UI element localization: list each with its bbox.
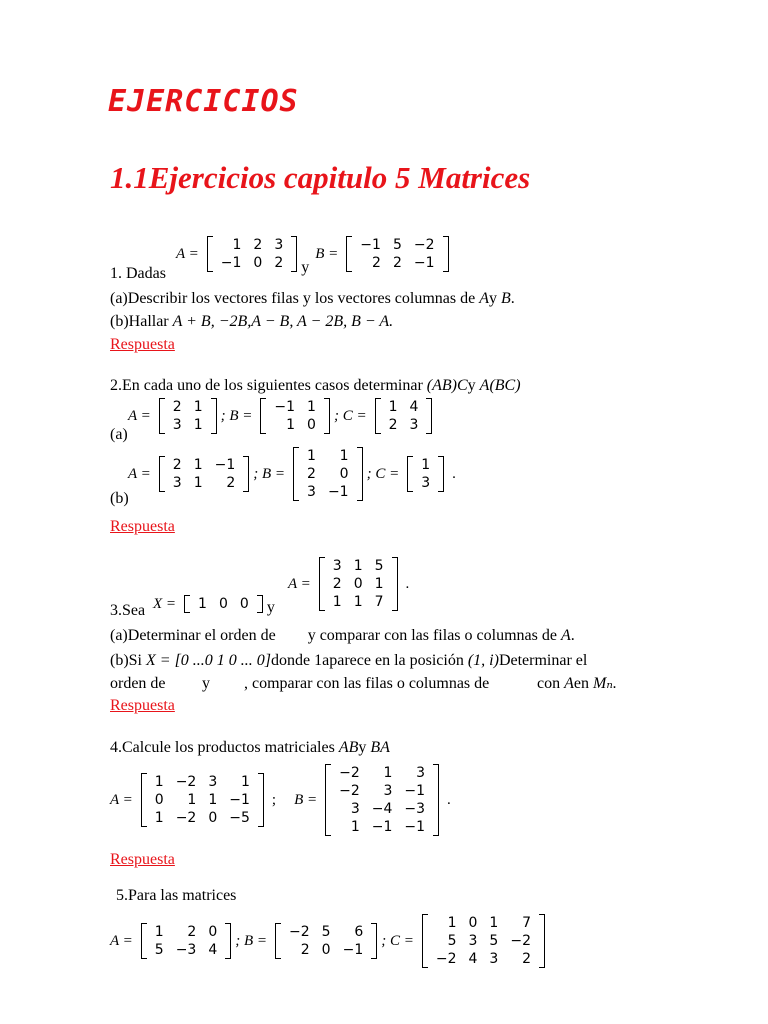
- text: Determinar el: [498, 652, 588, 669]
- matrix-cell: 1: [193, 475, 203, 491]
- matrix-table: [415, 456, 436, 492]
- label: A =: [128, 407, 151, 424]
- matrix-cell: 6: [354, 924, 364, 940]
- matrix-table: [383, 398, 425, 434]
- matrix-cell: 3: [172, 417, 182, 433]
- matrix-cell: 1: [332, 594, 342, 610]
- matrix-cell: −2: [175, 774, 197, 790]
- matrix-row: [430, 950, 537, 968]
- matrix: [141, 923, 231, 959]
- ex3-line-c1: orden de: [110, 675, 166, 692]
- matrix-cell: 1: [421, 457, 431, 473]
- matrix-table: [333, 764, 431, 836]
- label: ; B =: [235, 932, 268, 949]
- matrix-cell: 3: [274, 237, 284, 253]
- matrix-row: [167, 398, 209, 416]
- matrix-cell: 1: [383, 765, 393, 781]
- matrix-row: [301, 483, 355, 501]
- ex2-a-label: (a): [110, 426, 128, 443]
- matrix-table: [149, 773, 256, 827]
- matrix-row: [283, 941, 369, 959]
- text: .: [510, 290, 515, 307]
- matrix-row: [430, 932, 537, 950]
- text: (b)Si: [110, 652, 146, 669]
- matrix-cell: −1: [413, 255, 435, 271]
- ex1-intro: 1. Dadas: [110, 265, 166, 282]
- matrix-cell: 2: [172, 457, 182, 473]
- matrix-cell: −1: [404, 819, 426, 835]
- matrix-row: [383, 416, 425, 434]
- matrix-cell: 1: [154, 810, 164, 826]
- text: 2.En cada uno de los siguientes casos determinar: [110, 377, 427, 394]
- matrix: [325, 764, 439, 836]
- ex1-line-b: [110, 312, 393, 332]
- matrix-cell: 3: [468, 933, 478, 949]
- text: y: [467, 377, 480, 394]
- text: .: [570, 627, 575, 644]
- math: 1: [314, 652, 323, 669]
- matrix-row: [327, 557, 390, 575]
- matrix-cell: 1: [208, 792, 218, 808]
- matrix: [159, 398, 217, 434]
- label: ; C =: [333, 407, 367, 424]
- math: A: [560, 627, 571, 644]
- matrix-row: [268, 398, 322, 416]
- matrix: [159, 456, 249, 492]
- matrix-cell: 1: [193, 457, 203, 473]
- matrix-cell: 3: [307, 484, 316, 500]
- matrix-cell: 7: [522, 915, 531, 931]
- matrix-cell: 2: [172, 399, 182, 415]
- matrix-cell: 0: [154, 792, 164, 808]
- math: Mₙ.: [593, 675, 617, 692]
- matrix-row: [283, 923, 369, 941]
- ex3-line-b: [110, 651, 587, 671]
- text: donde: [271, 652, 315, 669]
- matrix-cell: −2: [175, 810, 197, 826]
- matrix-row: [268, 416, 322, 434]
- ex1-a-label: A =: [176, 245, 199, 262]
- math: X = [0 ...0 1 0 ... 0]: [146, 652, 272, 669]
- matrix-cell: 5: [374, 558, 384, 574]
- text: en: [573, 675, 593, 692]
- matrix-cell: 1: [489, 915, 499, 931]
- matrix-table: [283, 923, 369, 959]
- matrix-cell: 1: [350, 819, 360, 835]
- matrix-cell: 1: [198, 596, 207, 612]
- matrix-row: [327, 575, 390, 593]
- ex2-intro: [110, 376, 521, 396]
- ex3-line-c2: y: [202, 675, 210, 692]
- matrix-cell: 0: [321, 942, 331, 958]
- matrix-table: [354, 236, 440, 272]
- ex3-x-matrix: [153, 594, 275, 614]
- matrix-cell: 1: [232, 237, 242, 253]
- matrix-cell: −1: [229, 792, 250, 808]
- matrix-cell: 1: [240, 774, 250, 790]
- matrix-cell: 7: [374, 594, 384, 610]
- ex1-b-label: B =: [315, 245, 339, 262]
- ex3-line-c3: , comparar con las filas o columnas de: [244, 675, 490, 692]
- matrix-cell: 1: [353, 558, 363, 574]
- matrix-row: [215, 254, 289, 272]
- label: ; C =: [381, 932, 414, 949]
- matrix-cell: 5: [489, 933, 499, 949]
- text: y: [489, 290, 501, 307]
- text: con: [537, 675, 565, 692]
- matrix-cell: −1: [327, 484, 349, 500]
- matrix-cell: 1: [307, 399, 316, 415]
- label: A =: [110, 791, 133, 808]
- matrix-row: [354, 236, 440, 254]
- matrix-table: [215, 236, 289, 272]
- matrix: [275, 923, 377, 959]
- matrix-cell: −1: [371, 819, 393, 835]
- ex1-matrices: [176, 236, 453, 276]
- math: A + B, −2B,A − B, A − 2B, B − A.: [172, 313, 394, 330]
- matrix-row: [354, 254, 440, 272]
- ex4-matrices: A = 1 −2 3 1 0 1 1 −1 1 −2 0 −5 ; B = −2 1 3 −2 3 −1 3 −4 −3 1 −1 −1 .: [110, 765, 451, 835]
- matrix-cell: 4: [208, 942, 218, 958]
- matrix: [260, 398, 330, 434]
- matrix-cell: −1: [404, 783, 426, 799]
- matrix-cell: 2: [187, 924, 197, 940]
- ex5-matrices: [110, 914, 549, 968]
- matrix-cell: 3: [332, 558, 342, 574]
- label: ; C =: [366, 465, 400, 482]
- matrix-cell: 5: [321, 924, 331, 940]
- ex1-line-a: [110, 289, 515, 309]
- ex3-a-matrix: A = 3 1 5 2 0 1 1 1 7 .: [288, 558, 410, 610]
- matrix-cell: 1: [388, 399, 398, 415]
- matrix: [207, 236, 297, 272]
- matrix-cell: −5: [229, 810, 250, 826]
- matrix-row: [333, 782, 431, 800]
- math: A: [564, 675, 574, 692]
- matrix-cell: 0: [353, 576, 363, 592]
- matrix-cell: 3: [208, 774, 218, 790]
- matrix-cell: 3: [383, 783, 393, 799]
- matrix-cell: 3: [350, 801, 360, 817]
- matrix-table: [192, 595, 255, 613]
- matrix-cell: 3: [172, 475, 182, 491]
- matrix-row: [333, 818, 431, 836]
- respuesta-link-3[interactable]: Respuesta: [110, 697, 175, 714]
- label: ; B =: [253, 465, 286, 482]
- matrix-cell: 1: [193, 399, 203, 415]
- matrix-cell: 4: [468, 951, 478, 967]
- matrix-cell: 2: [372, 255, 381, 271]
- text: (b)Hallar: [110, 313, 173, 330]
- matrix-row: [383, 398, 425, 416]
- matrix-cell: 1: [339, 448, 349, 464]
- matrix-cell: −2: [289, 924, 310, 940]
- math: AB: [338, 739, 359, 756]
- matrix-cell: −4: [371, 801, 393, 817]
- matrix-cell: −1: [220, 255, 242, 271]
- matrix-cell: 0: [339, 466, 349, 482]
- matrix-row: [167, 456, 241, 474]
- matrix-row: [333, 764, 431, 782]
- matrix-row: [301, 447, 355, 465]
- label: A =: [128, 465, 151, 482]
- matrix-cell: 0: [253, 255, 263, 271]
- matrix-cell: 4: [409, 399, 419, 415]
- matrix-cell: 1: [154, 774, 164, 790]
- matrix-row: [430, 914, 537, 932]
- matrix-row: [415, 456, 436, 474]
- matrix: [141, 773, 264, 827]
- math: (1, i): [467, 652, 499, 669]
- text: (a)Determinar el orden de y comparar con las filas o columnas de: [110, 627, 561, 644]
- matrix-cell: −1: [360, 237, 381, 253]
- matrix-row: [149, 809, 256, 827]
- matrix-cell: 1: [286, 417, 296, 433]
- math: BA: [370, 739, 390, 756]
- matrix-cell: −1: [214, 457, 236, 473]
- matrix-table: [167, 398, 209, 434]
- matrix-cell: −2: [510, 933, 531, 949]
- matrix-table: [301, 447, 355, 501]
- matrix-row: [327, 593, 390, 611]
- matrix-row: [333, 800, 431, 818]
- matrix-row: [149, 791, 256, 809]
- matrix: [407, 456, 444, 492]
- matrix-cell: 1: [447, 915, 457, 931]
- matrix-cell: 2: [274, 255, 284, 271]
- math: A(BC): [479, 377, 521, 394]
- math: (AB)C: [426, 377, 468, 394]
- label: A =: [288, 575, 311, 592]
- ex3-y: y: [266, 599, 275, 616]
- label: X =: [153, 595, 177, 612]
- text: aparece en la posición: [322, 652, 468, 669]
- matrix-cell: 2: [307, 466, 316, 482]
- matrix-cell: −3: [175, 942, 197, 958]
- matrix: [422, 914, 545, 968]
- matrix-row: [149, 941, 223, 959]
- matrix-cell: 2: [226, 475, 236, 491]
- matrix-cell: 0: [208, 924, 218, 940]
- matrix-row: [167, 474, 241, 492]
- matrix-cell: −2: [339, 765, 360, 781]
- matrix-cell: −2: [339, 783, 360, 799]
- matrix-cell: −3: [404, 801, 426, 817]
- matrix-table: [167, 456, 241, 492]
- text: (a)Describir los vectores filas y los vectores columnas de: [110, 290, 480, 307]
- matrix-cell: −2: [435, 951, 457, 967]
- matrix-row: [215, 236, 289, 254]
- matrix-row: [301, 465, 355, 483]
- matrix-cell: 1: [154, 924, 164, 940]
- matrix: [319, 557, 398, 611]
- matrix-row: [192, 595, 255, 613]
- ex3-line-c4: [537, 674, 617, 694]
- label: B =: [294, 791, 318, 808]
- matrix-cell: 5: [447, 933, 457, 949]
- text: 4.Calcule los productos matriciales: [110, 739, 339, 756]
- matrix-row: [415, 474, 436, 492]
- matrix-cell: 1: [374, 576, 384, 592]
- heading-ejercicios: EJERCICIOS: [108, 84, 299, 119]
- matrix-cell: 0: [218, 596, 228, 612]
- ex2-a-matrices: [128, 398, 436, 434]
- matrix-row: [167, 416, 209, 434]
- matrix-cell: 2: [522, 951, 531, 967]
- matrix-cell: 3: [421, 475, 431, 491]
- matrix-cell: 3: [489, 951, 499, 967]
- matrix-cell: 1: [187, 792, 197, 808]
- matrix-cell: 0: [208, 810, 218, 826]
- matrix-cell: 3: [409, 417, 419, 433]
- matrix: [375, 398, 433, 434]
- matrix-cell: 0: [468, 915, 478, 931]
- ex5-intro: 5.Para las matrices: [116, 887, 237, 904]
- respuesta-link-4[interactable]: Respuesta: [110, 851, 175, 868]
- ex2-b-label: (b): [110, 490, 129, 507]
- matrix-cell: −1: [274, 399, 296, 415]
- matrix-cell: 0: [307, 417, 316, 433]
- math: A: [479, 290, 489, 307]
- math: B: [501, 290, 511, 307]
- matrix-cell: 2: [332, 576, 342, 592]
- text: y: [358, 739, 371, 756]
- respuesta-link-2[interactable]: Respuesta: [110, 518, 175, 535]
- matrix-table: [149, 923, 223, 959]
- matrix-cell: 3: [416, 765, 426, 781]
- ex3-line-a: [110, 626, 575, 646]
- matrix-table: [268, 398, 322, 434]
- matrix-cell: 1: [307, 448, 316, 464]
- heading-chapter: 1.1Ejercicios capitulo 5 Matrices: [110, 160, 531, 195]
- label: A =: [110, 932, 133, 949]
- matrix-table: [327, 557, 390, 611]
- matrix-row: [149, 773, 256, 791]
- ex2-b-matrices: A = 2 1 −1 3 1 2 ; B = 1 1 2 0 3 −1 ; C = 1 3 .: [128, 448, 456, 500]
- matrix-row: [149, 923, 223, 941]
- respuesta-link-1[interactable]: Respuesta: [110, 336, 175, 353]
- matrix: [293, 447, 363, 501]
- matrix: [346, 236, 448, 272]
- matrix-table: [430, 914, 537, 968]
- matrix-cell: 1: [193, 417, 203, 433]
- matrix-cell: 5: [392, 237, 402, 253]
- matrix-cell: 5: [154, 942, 164, 958]
- matrix-cell: 2: [253, 237, 263, 253]
- matrix-cell: 1: [353, 594, 363, 610]
- ex4-intro: [110, 738, 390, 758]
- matrix: [184, 595, 263, 613]
- matrix-cell: 2: [392, 255, 402, 271]
- label: ; B =: [220, 407, 253, 424]
- matrix-cell: −2: [413, 237, 435, 253]
- matrix-cell: 0: [239, 596, 249, 612]
- matrix-cell: −1: [342, 942, 364, 958]
- matrix-cell: 2: [388, 417, 398, 433]
- ex3-intro: 3.Sea: [110, 602, 146, 619]
- ex1-y: y: [301, 259, 310, 276]
- matrix-cell: 2: [300, 942, 310, 958]
